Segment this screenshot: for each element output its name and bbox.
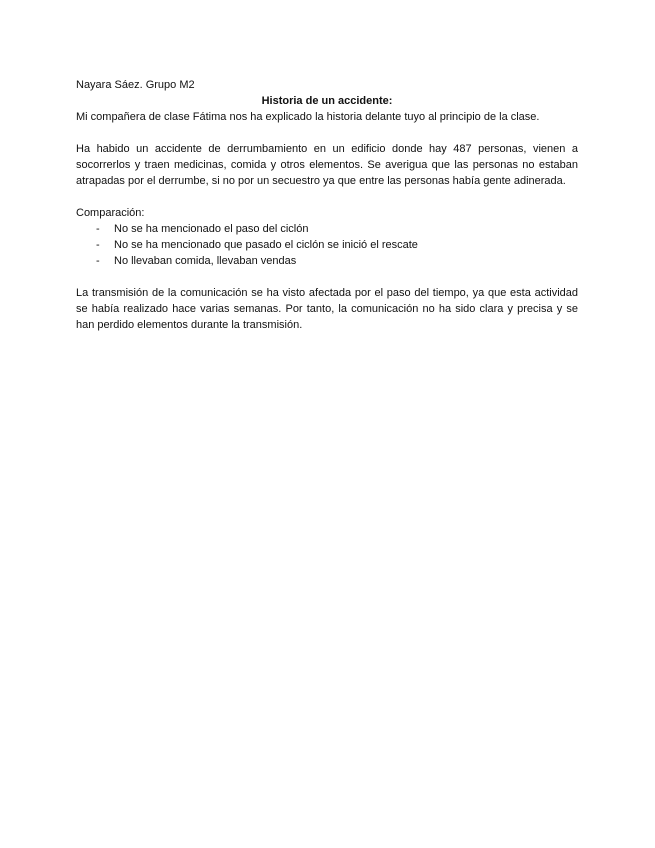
spacer	[76, 189, 578, 205]
comparison-heading: Comparación:	[76, 207, 145, 219]
list-item-text: No se ha mencionado que pasado el ciclón se inició el rescate	[114, 239, 418, 251]
bullet-dash: -	[96, 255, 100, 267]
spacer	[76, 269, 578, 285]
conclusion-paragraph: La transmisión de la comunicación se ha visto afectada por el paso del tiempo, ya que esta actividad se había realizado hace varias semanas. Por tanto, la comunicación no ha sido clara y precisa y se han perdido elementos durante la transmisión.	[76, 287, 578, 331]
document-title: Historia de un accidente:	[261, 95, 393, 107]
list-item	[76, 253, 578, 269]
list-item-text: No llevaban comida, llevaban vendas	[114, 255, 297, 267]
list-item-text: No se ha mencionado el paso del ciclón	[114, 223, 309, 235]
list-item	[76, 221, 578, 237]
spacer	[76, 125, 578, 141]
bullet-dash: -	[96, 239, 100, 251]
author-line: Nayara Sáez. Grupo M2	[76, 79, 195, 91]
comparison-list	[76, 221, 578, 269]
list-item	[76, 237, 578, 253]
document-body	[76, 77, 578, 333]
intro-paragraph: Mi compañera de clase Fátima nos ha explicado la historia delante tuyo al principio de la clase.	[76, 111, 540, 123]
bullet-dash: -	[96, 223, 100, 235]
story-paragraph: Ha habido un accidente de derrumbamiento en un edificio donde hay 487 personas, vienen a socorrerlos y traen medicinas, comida y otros elementos. Se averigua que las personas no estaban atrapadas por el derrumbe, si no por un secuestro ya que entre las personas había gente adinerada.	[76, 143, 578, 187]
